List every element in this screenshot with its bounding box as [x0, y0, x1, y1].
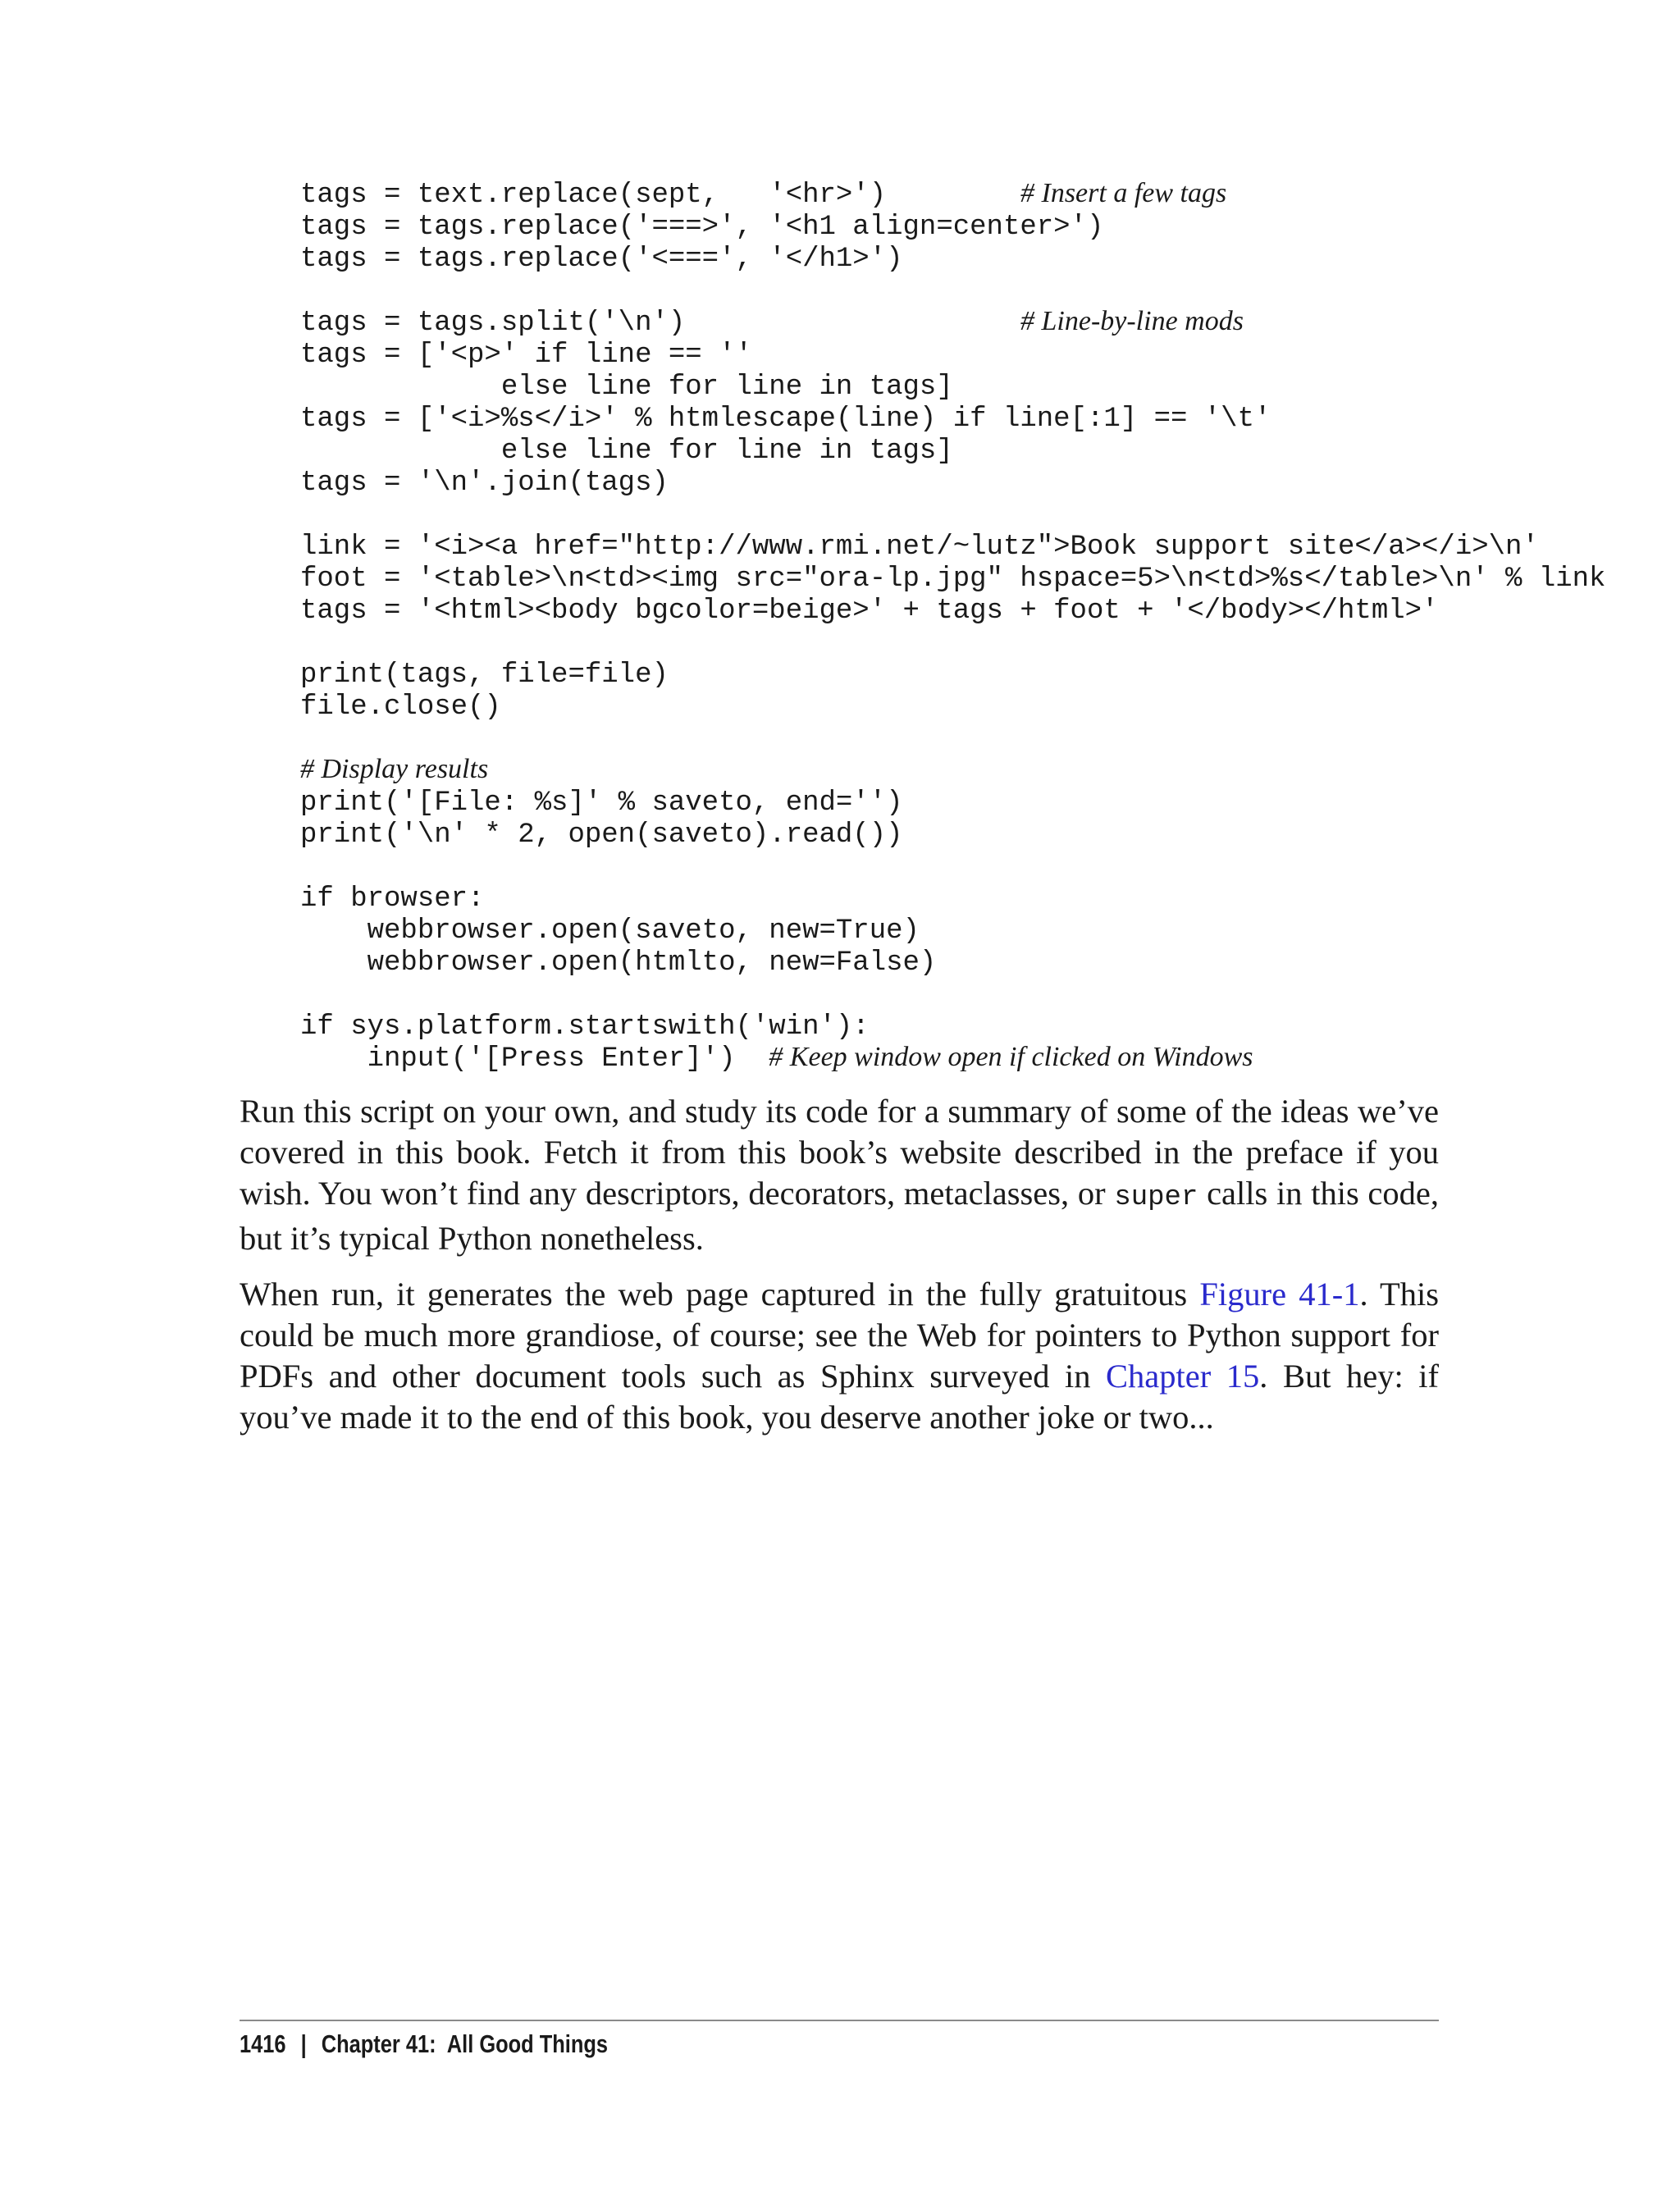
code-line: [300, 177, 1465, 209]
code-comment: # Line-by-line mods: [1020, 306, 1244, 336]
code-text: if browser:: [300, 883, 485, 915]
code-comment: # Display results: [300, 754, 489, 784]
code-line: [300, 689, 1465, 721]
code-text: link = '<i><a href="http://www.rmi.net/~lutz">Book support site</a></i>\n': [300, 532, 1539, 563]
code-line: [300, 849, 1465, 881]
chapter-link[interactable]: Chapter 15: [1106, 1358, 1260, 1395]
code-text: foot = '<table>\n<td><img src="ora-lp.jpg" hspace=5>\n<td>%s</table>\n' % link: [300, 564, 1606, 595]
code-text: tags = tags.replace('===>', '<h1 align=center>'): [300, 212, 1104, 243]
code-line: [300, 241, 1465, 273]
figure-link[interactable]: Figure 41-1: [1199, 1276, 1360, 1312]
code-line: [300, 209, 1465, 241]
code-text: tags = ['<p>' if line == '': [300, 340, 752, 371]
code-line: [300, 881, 1465, 913]
code-line: [300, 593, 1465, 625]
code-line: [300, 1009, 1465, 1041]
paragraph: When run, it generates the web page captured in the fully gratuitous Figure 41-1. This could be much more grandiose, of course; see the Web for pointers to Python support for PDFs and other document tools such as Sphinx surveyed in Chapter 15. But hey: if you’ve made it to the end of this book, you deserve another joke or two...: [240, 1276, 1439, 1436]
code-line: [300, 369, 1465, 401]
paragraph: Run this script on your own, and study its code for a summary of some of the ideas we’ve covered in this book. Fetch it from this book’s website described in the preface if you wish. You won’t find any descriptors, decorators, metaclasses, or super calls in this code, but it’s typical Python nonetheless.: [240, 1093, 1440, 1257]
code-text: print('[File: %s]' % saveto, end=''): [300, 788, 903, 819]
code-line: [300, 561, 1606, 595]
code-text: else line for line in tags]: [300, 436, 953, 467]
code-line: [300, 433, 1465, 465]
footer-separator: |: [300, 2029, 307, 2058]
chapter-title: Chapter 41: All Good Things: [321, 2029, 609, 2058]
code-line: [300, 721, 1465, 753]
code-line: [300, 465, 1465, 497]
code-line: [300, 913, 1465, 945]
code-line: [300, 625, 1465, 657]
inline-code: super: [1114, 1182, 1198, 1213]
code-line: [300, 817, 1465, 849]
code-comment: # Insert a few tags: [1020, 178, 1227, 208]
code-line: [300, 977, 1465, 1009]
code-line: [300, 657, 1465, 689]
code-text: tags = ['<i>%s</i>' % htmlescape(line) if line[:1] == '\t': [300, 404, 1271, 435]
code-line: [300, 529, 1539, 563]
code-line: [300, 785, 1465, 817]
code-text: print(tags, file=file): [300, 660, 669, 691]
code-line: [300, 945, 1465, 977]
code-line: [300, 497, 1465, 529]
code-line: [300, 1041, 1465, 1073]
code-line: [300, 305, 1465, 337]
code-text: tags = tags.replace('<===', '</h1>'): [300, 244, 903, 275]
code-comment: # Keep window open if clicked on Windows: [769, 1042, 1253, 1072]
code-line: [300, 753, 1465, 785]
code-text: webbrowser.open(saveto, new=True): [300, 915, 920, 947]
code-text: print('\n' * 2, open(saveto).read()): [300, 819, 903, 851]
page-footer: [240, 2029, 608, 2059]
code-listing: [300, 177, 1606, 1075]
code-text: input('[Press Enter]'): [300, 1043, 769, 1075]
code-text: webbrowser.open(htmlto, new=False): [300, 947, 937, 979]
code-line: [300, 401, 1465, 433]
footer-rule: [240, 2020, 1439, 2021]
code-text: tags = text.replace(sept, '<hr>'): [300, 180, 887, 211]
page-number: 1416: [240, 2029, 286, 2058]
body-text: [240, 1091, 1439, 1453]
code-text: if sys.platform.startswith('win'):: [300, 1011, 870, 1043]
code-line: [300, 337, 1465, 369]
code-text: tags = tags.split('\n'): [300, 308, 686, 339]
code-text: tags = '\n'.join(tags): [300, 468, 669, 499]
code-text: else line for line in tags]: [300, 372, 953, 403]
code-text: tags = '<html><body bgcolor=beige>' + tags + foot + '</body></html>': [300, 596, 1439, 627]
code-line: [300, 273, 1465, 305]
code-text: file.close(): [300, 692, 501, 723]
